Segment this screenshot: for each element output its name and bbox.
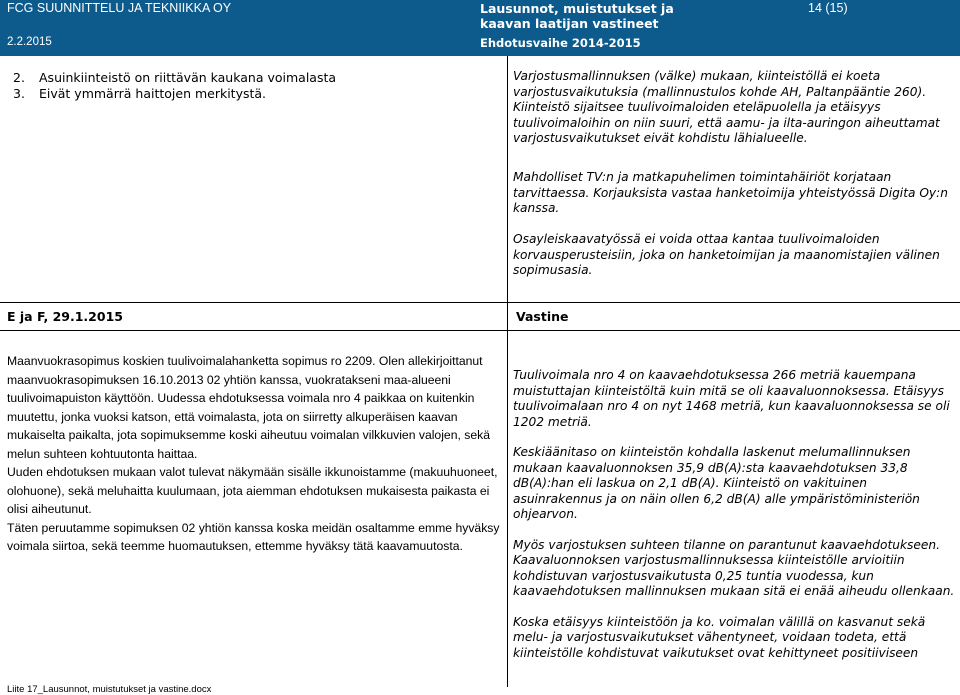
response-tv-paragraph: Mahdolliset TV:n ja matkapuhelimen toimintahäiriöt korjataan tarvittaessa. Korjauksista vastaa hanketoimija yhteistyössä Digita Oy:n kanssa.	[513, 170, 948, 215]
criteria-list	[13, 70, 336, 102]
list-item: 3. Eivät ymmärrä haittojen merkitystä.	[13, 86, 267, 101]
response-paragraph: Keskiäänitaso on kiinteistön kohdalla laskenut melumallinnuksen mukaan kaavaluonnoksen 35,9 dB(A):sta kaavaehdotuksen 33,8 dB(A):han eli laskua on 2,1 dB(A). Kiinteistö on vakituinen asuinrakennus ja on näin ollen 6,2 dB(A) alle ympäristöministeriön ohjearvon.	[513, 445, 920, 521]
statement-body	[7, 352, 501, 556]
document-phase: Ehdotusvaihe 2014-2015	[480, 36, 641, 50]
response-compensation-paragraph: Osayleiskaavatyössä ei voida ottaa kantaa tuulivoimaloiden korvausperusteisiin, joka on hanketoimijan ja maanomistajien välinen sopimusasia.	[513, 232, 940, 277]
statement-paragraph: Uuden ehdotuksen mukaan valot tulevat näkymään sisälle ikkunoistamme (makuuhuoneet, olohuone), sekä meluhaitta kuulumaan, jota aiemman ehdotuksen mukaisesta paikasta ei olisi aiheutunut.	[7, 465, 498, 516]
page-number: 14 (15)	[808, 1, 848, 15]
statement-heading: E ja F, 29.1.2015	[7, 309, 123, 324]
document-title-line1: Lausunnot, muistutukset ja	[480, 1, 674, 16]
response-body	[513, 368, 955, 676]
response-paragraph: Koska etäisyys kiinteistöön ja ko. voimalan välillä on kasvanut sekä melu- ja varjostusvaikutukset vähentyneet, voidaan todeta, että kiinteistölle kohdistuvat vaikutukset ovat kehittyneet positiiviseen	[513, 614, 926, 660]
response-paragraph: Tuulivoimala nro 4 on kaavaehdotuksessa 266 metriä kauempana muistuttajan kiinteistöltä kuin mitä se oli kaavaluonnoksessa. Etäisyys tuulivoimalaan nro 4 on nyt 1468 metriä, kun kaavaluonnoksessa se oli 1202 metriä.	[513, 368, 950, 429]
response-paragraph: Myös varjostuksen suhteen tilanne on parantunut kaavaehdotukseen. Kaavaluonnoksen varjostusmallinnuksessa kiinteistölle arvioitiin kohdistuvan varjostusvaikutusta 0,25 tuntia vuodessa, kun kaavaehdotuksen mallinnuksen mukaan sitä ei enää aiheudu ollenkaan.	[513, 537, 955, 598]
document-title-line2: kaavan laatijan vastineet	[480, 16, 659, 31]
row-divider-heading	[0, 330, 960, 331]
column-divider	[507, 56, 508, 687]
statement-paragraph: Täten peruutamme sopimuksen 02 yhtiön kanssa koska meidän osaltamme emme hyväksy voimala siirtoa, sekä teemme huomautuksen, ettemme hyväksy tätä kaavamuutosta.	[7, 520, 500, 553]
document-date: 2.2.2015	[7, 36, 52, 48]
response-shadow-paragraph: Varjostusmallinnuksen (välke) mukaan, kiinteistöllä ei koeta varjostusvaikutuksia (mallinnustulos kohde AH, Paltanpääntie 260). Kiinteistö sijaitsee tuulivoimaloiden eteläpuolella ja etäisyys tuulivoimaloihin on niin suuri, että aamu- ja ilta-auringon aiheuttamat varjostusvaikutukset eivät kohdistu lähialueelle.	[513, 69, 940, 145]
statement-paragraph: Maanvuokrasopimus koskien tuulivoimalahanketta sopimus ro 2209. Olen allekirjoittanut maanvuokrasopimuksen 16.10.2013 02 yhtiön kanssa, vuokratakseni maa-alueeni tuulivoimapuiston käyttöön. Uudessa ehdotuksessa voimala nro 4 paikkaa on kuitenkin muutettu, jonka vuoksi katson, että voimalasta, jota on siirretty alkuperäisen kaavan mukaiselta paikalta, jota sopimuksemme koski aiheutuu voimalan vilkkuvien valojen, sekä melun suhteen kohtuutonta haittaa.	[7, 354, 490, 461]
page-header	[0, 0, 960, 56]
file-name-footer: Liite 17_Lausunnot, muistutukset ja vastine.docx	[7, 684, 212, 695]
company-name: FCG SUUNNITTELU JA TEKNIIKKA OY	[7, 1, 232, 15]
row-divider-top	[0, 302, 960, 303]
list-item: 2. Asuinkiinteistö on riittävän kaukana voimalasta	[13, 70, 337, 85]
document-title	[480, 1, 674, 31]
response-heading: Vastine	[516, 309, 569, 324]
